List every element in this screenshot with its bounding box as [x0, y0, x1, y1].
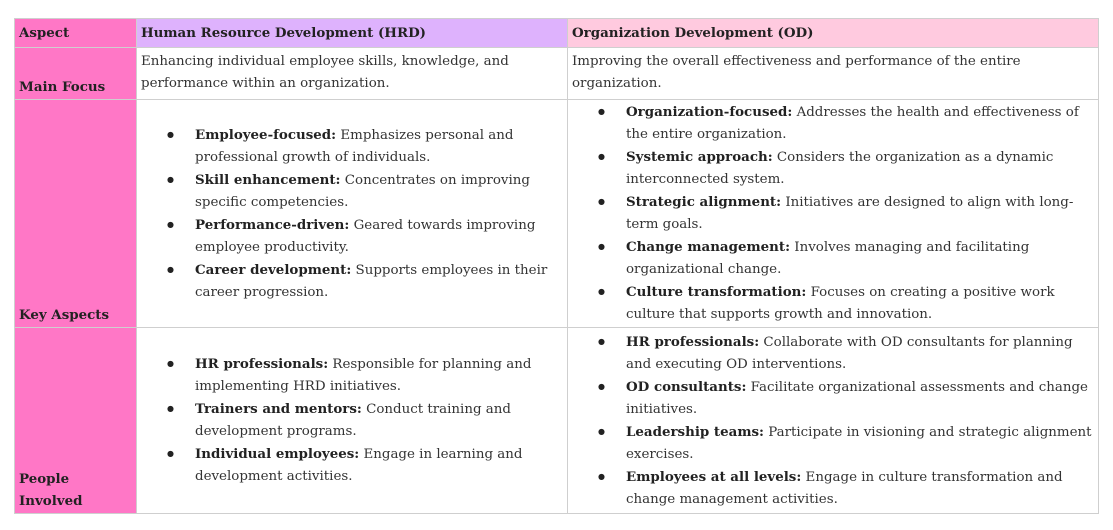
- item-desc: Participate in visioning and strategic alignment exercises.: [626, 424, 1092, 462]
- comparison-table: [14, 18, 1099, 514]
- item-term: Skill enhancement:: [195, 171, 341, 188]
- item-term: Employee-focused:: [195, 126, 337, 143]
- list-item: [195, 124, 563, 169]
- row-main-focus: [15, 48, 1099, 100]
- hrd-people-involved: [137, 328, 568, 514]
- item-term: Leadership teams:: [626, 423, 764, 440]
- item-term: Change management:: [626, 239, 791, 255]
- item-desc: Collaborate with OD consultants for planning and executing OD interventions.: [626, 334, 1073, 372]
- list-item: [195, 214, 563, 259]
- od-key-aspects-list: [572, 101, 1094, 326]
- item-term: Strategic alignment:: [626, 194, 782, 210]
- od-main-focus: Improving the overall effectiveness and performance of the entire organization.: [568, 48, 1099, 100]
- od-key-aspects: [568, 100, 1099, 328]
- item-desc: Conduct training and development programs.: [195, 402, 511, 439]
- od-people-involved: [568, 328, 1099, 514]
- item-term: Systemic approach:: [626, 149, 773, 165]
- item-term: Career development:: [195, 261, 352, 278]
- hrd-people-list: [141, 353, 563, 488]
- row-people-involved: [15, 328, 1099, 514]
- item-term: OD consultants:: [626, 378, 747, 395]
- list-item: [195, 443, 563, 488]
- list-item: [626, 421, 1094, 466]
- list-item: [626, 146, 1094, 191]
- list-item: [626, 376, 1094, 421]
- header-hrd: Human Resource Development (HRD): [137, 19, 568, 48]
- list-item: [195, 169, 563, 214]
- aspect-key-aspects: Key Aspects: [15, 100, 137, 328]
- item-desc: Engage in culture transformation and change management activities.: [626, 469, 1063, 507]
- hrd-key-aspects: [137, 100, 568, 328]
- hrd-key-aspects-list: [141, 124, 563, 304]
- od-people-list: [572, 331, 1094, 511]
- list-item: [626, 331, 1094, 376]
- item-desc: Facilitate organizational assessments and change initiatives.: [626, 379, 1088, 417]
- item-desc: Emphasizes personal and professional growth of individuals.: [195, 127, 514, 165]
- header-row: [15, 19, 1099, 48]
- item-term: Individual employees:: [195, 446, 360, 462]
- item-desc: Addresses the health and effectiveness of the entire organization.: [626, 105, 1079, 142]
- item-term: Performance-driven:: [195, 216, 350, 233]
- list-item: [195, 259, 563, 304]
- item-desc: Supports employees in their career progression.: [195, 262, 548, 300]
- item-desc: Considers the organization as a dynamic interconnected system.: [626, 150, 1054, 187]
- header-aspect: Aspect: [15, 19, 137, 48]
- list-item: [195, 353, 563, 398]
- list-item: [626, 236, 1094, 281]
- item-desc: Focuses on creating a positive work culture that supports growth and innovation.: [626, 285, 1055, 322]
- item-desc: Geared towards improving employee productivity.: [195, 217, 536, 255]
- item-desc: Concentrates on improving specific competencies.: [195, 172, 530, 210]
- item-term: HR professionals:: [195, 356, 329, 372]
- item-desc: Responsible for planning and implementing HRD initiatives.: [195, 357, 532, 394]
- list-item: [626, 466, 1094, 511]
- item-desc: Engage in learning and development activities.: [195, 447, 523, 484]
- item-term: Trainers and mentors:: [195, 401, 362, 417]
- list-item: [626, 191, 1094, 236]
- row-key-aspects: [15, 100, 1099, 328]
- item-desc: Initiatives are designed to align with long-term goals.: [626, 195, 1074, 232]
- item-term: Organization-focused:: [626, 104, 793, 120]
- item-term: Employees at all levels:: [626, 468, 802, 485]
- header-od: Organization Development (OD): [568, 19, 1099, 48]
- aspect-people-involved: People Involved: [15, 328, 137, 514]
- aspect-main-focus: Main Focus: [15, 48, 137, 100]
- item-term: HR professionals:: [626, 333, 760, 350]
- list-item: [626, 101, 1094, 146]
- list-item: [626, 281, 1094, 326]
- item-desc: Involves managing and facilitating organizational change.: [626, 240, 1030, 277]
- list-item: [195, 398, 563, 443]
- hrd-main-focus: Enhancing individual employee skills, knowledge, and performance within an organization.: [137, 48, 568, 100]
- item-term: Culture transformation:: [626, 284, 807, 300]
